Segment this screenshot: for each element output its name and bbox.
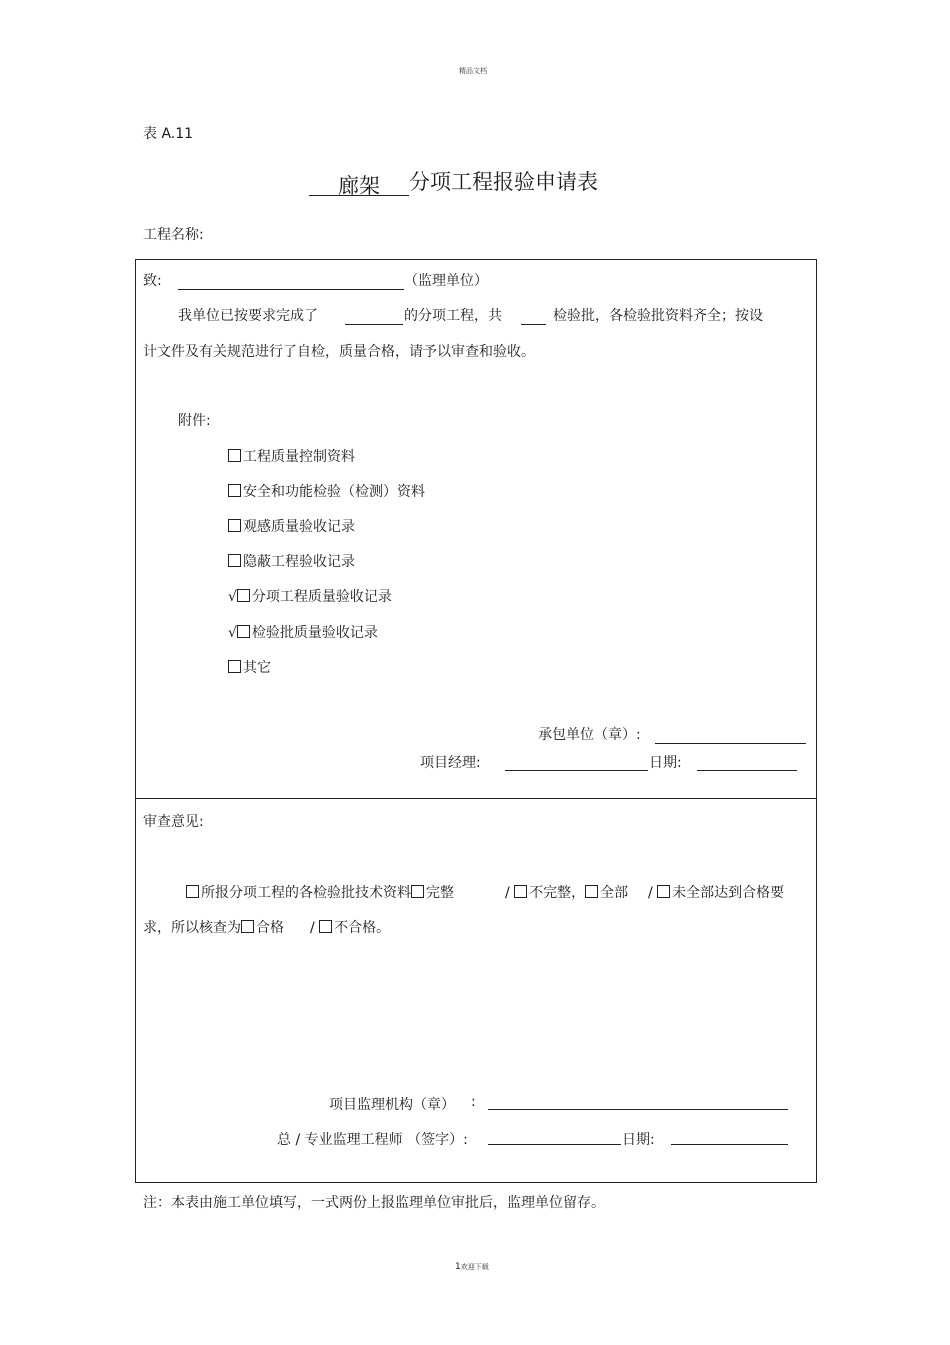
body-line2: 计文件及有关规范进行了自检，质量合格，请予以审查和验收。 — [143, 344, 535, 360]
pm-field[interactable] — [505, 770, 648, 771]
engineer-label: 总 / 专业监理工程师 （签字）: — [277, 1132, 468, 1148]
contractor-label: 承包单位（章）: — [538, 727, 641, 743]
checkbox-icon[interactable] — [237, 589, 250, 602]
checkbox-icon[interactable] — [237, 625, 250, 638]
checkbox-icon[interactable] — [186, 885, 199, 898]
checkmark-icon: √ — [228, 625, 237, 641]
org-field[interactable] — [488, 1109, 788, 1110]
to-suffix: （监理单位） — [404, 273, 488, 289]
checkbox-icon[interactable] — [411, 885, 424, 898]
checkbox-icon[interactable] — [228, 484, 241, 497]
opinion-label: 审查意见: — [143, 814, 204, 830]
opinion-line2: 求，所以核查为 合格 — [143, 920, 284, 936]
opinion-line1-end: / 未全部达到合格要 — [648, 885, 785, 901]
checkbox-icon[interactable] — [657, 885, 670, 898]
supervisor-unit-field[interactable] — [178, 289, 404, 290]
review-date-label: 日期: — [622, 1132, 655, 1148]
attachment-item[interactable]: √ 检验批质量验收记录 — [228, 625, 378, 641]
attachment-item[interactable]: 工程质量控制资料 — [228, 446, 355, 466]
body-part1: 我单位已按要求完成了 — [178, 308, 318, 324]
item-name-field[interactable] — [345, 324, 403, 325]
checkbox-icon[interactable] — [319, 920, 332, 933]
attachments-label: 附件: — [178, 413, 211, 429]
opinion-line1-right: / 不完整， 全部 — [505, 885, 629, 901]
contractor-field[interactable] — [655, 743, 806, 744]
attachment-item[interactable]: 其它 — [228, 657, 271, 677]
opinion-line2-right: / 不合格。 — [310, 920, 391, 936]
page-number: 1欢迎下载 — [455, 1262, 489, 1272]
org-colon: : — [471, 1094, 476, 1110]
footer-note: 注：本表由施工单位填写，一式两份上报监理单位审批后，监理单位留存。 — [143, 1195, 605, 1211]
page-title — [309, 166, 598, 196]
engineer-field[interactable] — [488, 1144, 621, 1145]
checkbox-icon[interactable] — [228, 449, 241, 462]
checkbox-icon[interactable] — [228, 519, 241, 532]
review-section — [135, 797, 817, 1183]
pm-label: 项目经理: — [420, 755, 481, 771]
checkbox-icon[interactable] — [514, 885, 527, 898]
attachment-item[interactable]: √ 分项工程质量验收记录 — [228, 589, 392, 605]
attachment-item[interactable]: 隐蔽工程验收记录 — [228, 551, 355, 571]
project-name-label: 工程名称: — [143, 227, 204, 243]
review-date-field[interactable] — [671, 1144, 788, 1145]
checkbox-icon[interactable] — [585, 885, 598, 898]
checkbox-icon[interactable] — [241, 920, 254, 933]
attachment-item[interactable]: 观感质量验收记录 — [228, 516, 355, 536]
date-label: 日期: — [649, 755, 682, 771]
table-number: 表 A.11 — [143, 126, 194, 142]
body-part2: 的分项工程，共 — [404, 308, 502, 324]
to-label: 致: — [143, 273, 162, 289]
checkbox-icon[interactable] — [228, 554, 241, 567]
title-text: 分项工程报验申请表 — [409, 170, 598, 194]
checkmark-icon: √ — [228, 589, 237, 605]
batch-count-field[interactable] — [521, 324, 546, 325]
attachment-item[interactable]: 安全和功能检验（检测）资料 — [228, 481, 425, 501]
date-field[interactable] — [697, 770, 797, 771]
body-part3: 检验批，各检验批资料齐全；按设 — [553, 308, 763, 324]
header-watermark: 精品文档 — [459, 67, 487, 75]
title-blank: 廊架 — [309, 170, 409, 196]
checkbox-icon[interactable] — [228, 660, 241, 673]
opinion-line1: 所报分项工程的各检验批技术资料 完整 — [186, 882, 454, 902]
org-label: 项目监理机构（章） — [329, 1097, 455, 1113]
